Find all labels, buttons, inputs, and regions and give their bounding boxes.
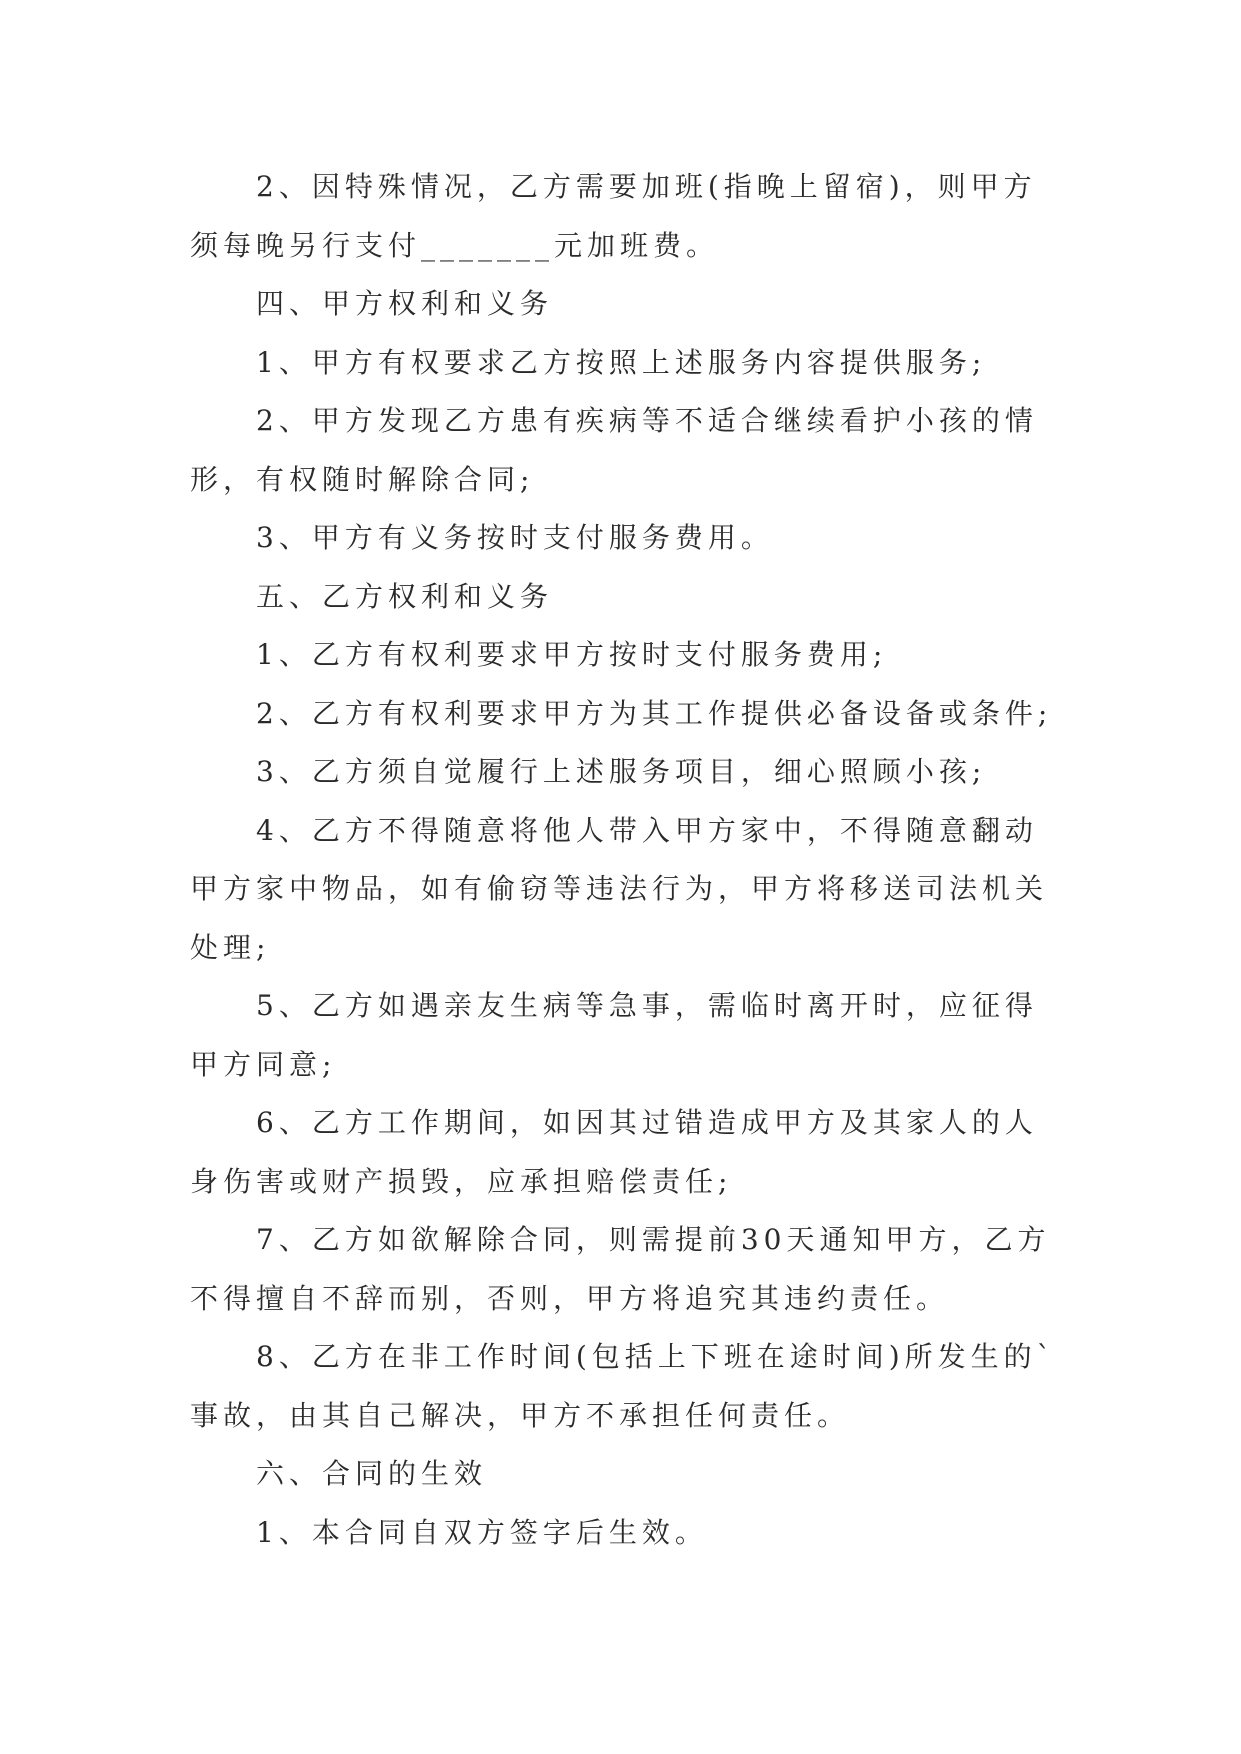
paragraph-b-right-5 [190, 977, 1050, 1094]
section-heading-party-b-rights [190, 568, 1050, 627]
heading-text: 六、合同的生效 [256, 1457, 488, 1490]
paragraph-b-right-8 [190, 1328, 1056, 1445]
paragraph-overtime-pay [190, 158, 1050, 275]
section-heading-party-a-rights [190, 275, 1050, 334]
text-line: 不得擅自不辞而别，否则，甲方将追究其违约责任。 [190, 1281, 950, 1315]
text-line: 2、因特殊情况，乙方需要加班(指晚上留宿)，则甲方 [256, 170, 1037, 203]
text-line: 2、甲方发现乙方患有疾病等不适合继续看护小孩的情 [256, 404, 1038, 437]
text-line: 5、乙方如遇亲友生病等急事，需临时离开时，应征得 [256, 989, 1038, 1022]
paragraph-b-right-3 [190, 743, 1050, 802]
text-line: 甲方家中物品，如有偷窃等违法行为，甲方将移送司法机关 [190, 872, 1049, 905]
section-heading-contract-effect [190, 1445, 1050, 1504]
heading-text: 四、甲方权利和义务 [256, 287, 554, 320]
text-line: 身伤害或财产损毁，应承担赔偿责任; [190, 1164, 733, 1198]
text-line: 7、乙方如欲解除合同，则需提前30天通知甲方，乙方 [256, 1223, 1051, 1256]
text-line: 6、乙方工作期间，如因其过错造成甲方及其家人的人 [256, 1106, 1038, 1139]
text-line: 形，有权随时解除合同; [190, 462, 535, 496]
paragraph-effect-1 [190, 1504, 1050, 1563]
paragraph-a-right-3 [190, 509, 1050, 568]
paragraph-b-right-2 [190, 685, 1053, 744]
text-line: 须每晚另行支付_______元加班费。 [190, 228, 720, 262]
document-body [190, 158, 1056, 1562]
text-line: 4、乙方不得随意将他人带入甲方家中，不得随意翻动 [256, 813, 1038, 847]
text-line: 1、乙方有权利要求甲方按时支付服务费用; [256, 638, 888, 671]
paragraph-b-right-6 [190, 1094, 1050, 1211]
paragraph-b-right-4 [190, 802, 1050, 978]
paragraph-a-right-1 [190, 334, 1050, 393]
heading-text: 五、乙方权利和义务 [256, 579, 554, 613]
text-line: 处理; [190, 930, 271, 964]
text-line: 8、乙方在非工作时间(包括上下班在途时间)所发生的` [256, 1340, 1056, 1373]
text-line: 1、甲方有权要求乙方按照上述服务内容提供服务; [256, 345, 987, 379]
paragraph-a-right-2 [190, 392, 1050, 509]
text-line: 3、甲方有义务按时支付服务费用。 [256, 521, 774, 554]
paragraph-b-right-7 [190, 1211, 1050, 1328]
text-line: 1、本合同自双方签字后生效。 [256, 1515, 708, 1549]
text-line: 事故，由其自己解决，甲方不承担任何责任。 [190, 1398, 851, 1432]
text-line: 2、乙方有权利要求甲方为其工作提供必备设备或条件; [256, 696, 1053, 730]
paragraph-b-right-1 [190, 626, 1050, 685]
text-line: 3、乙方须自觉履行上述服务项目，细心照顾小孩; [256, 755, 987, 788]
text-line: 甲方同意; [190, 1047, 337, 1081]
